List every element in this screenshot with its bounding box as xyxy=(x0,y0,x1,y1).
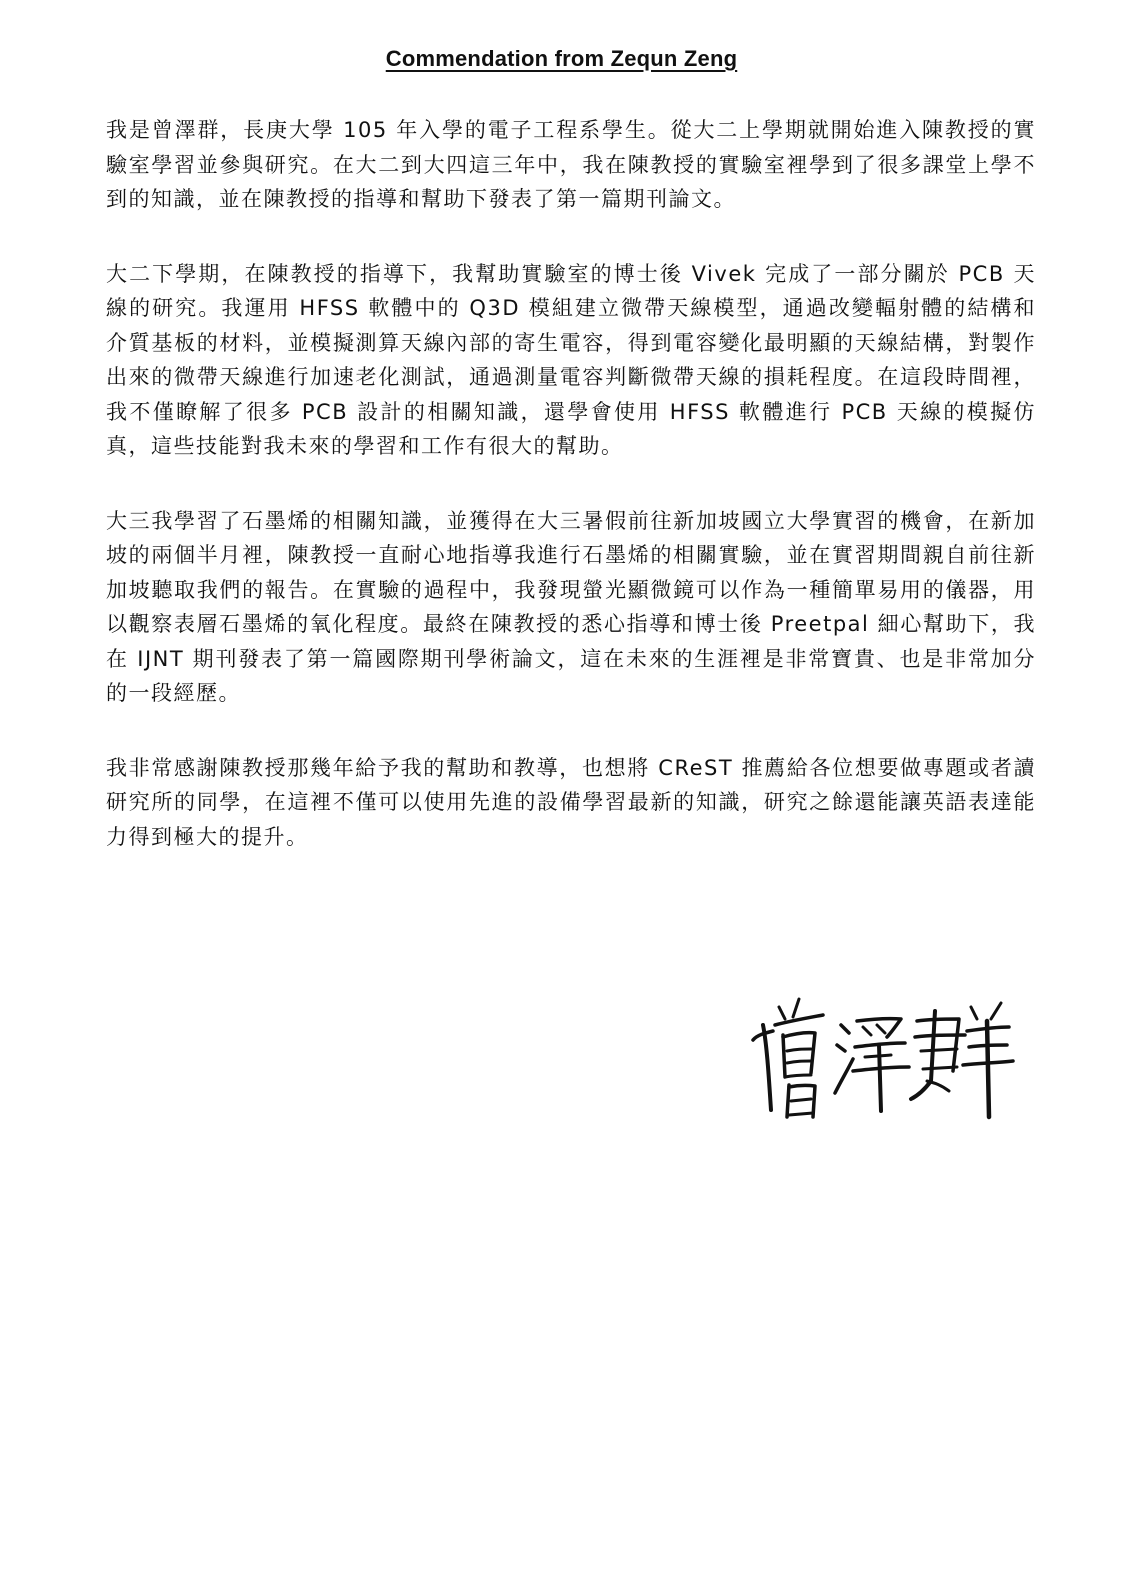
paragraph-thanks: 我非常感謝陳教授那幾年給予我的幫助和教導，也想將 CReST 推薦給各位想要做專題或者讀研究所的同學，在這裡不僅可以使用先進的設備學習最新的知識，研究之餘還能讓英語表達能力得到極大的提升。 xyxy=(106,755,1036,849)
document-title: Commendation from Zequn Zeng xyxy=(385,46,738,71)
paragraph-pcb-antenna: 大二下學期，在陳教授的指導下，我幫助實驗室的博士後 Vivek 完成了一部分關於 PCB 天線的研究。我運用 HFSS 軟體中的 Q3D 模組建立微帶天線模型，通過改變輻射體的結構和介質基板的材料，並模擬測算天線內部的寄生電容，得到電容變化最明顯的天線結構，對製作出來的微帶天線進行加速老化測試，通過測量電容判斷微帶天線的損耗程度。在這段時間裡，我不僅瞭解了很多 PCB 設計的相關知識，還學會使用 HFSS 軟體進行 PCB 天線的模擬仿真，這些技能對我未來的學習和工作有很大的幫助。 xyxy=(106,261,1036,458)
handwritten-signature xyxy=(745,985,1015,1125)
paragraph-graphene: 大三我學習了石墨烯的相關知識，並獲得在大三暑假前往新加坡國立大學實習的機會，在新加坡的兩個半月裡，陳教授一直耐心地指導我進行石墨烯的相關實驗，並在實習期間親自前往新加坡聽取我們的報告。在實驗的過程中，我發現螢光顯微鏡可以作為一種簡單易用的儀器，用以觀察表層石墨烯的氧化程度。最終在陳教授的悉心指導和博士後 Preetpal 細心幫助下，我在 IJNT 期刊發表了第一篇國際期刊學術論文，這在未來的生涯裡是非常寶貴、也是非常加分的一段經歷。 xyxy=(106,508,1036,705)
letter-body xyxy=(106,113,1036,894)
paragraph-intro: 我是曾澤群，長庚大學 105 年入學的電子工程系學生。從大二上學期就開始進入陳教授的實驗室學習並參與研究。在大二到大四這三年中，我在陳教授的實驗室裡學到了很多課堂上學不到的知識，並在陳教授的指導和幫助下發表了第一篇期刊論文。 xyxy=(106,118,1036,211)
